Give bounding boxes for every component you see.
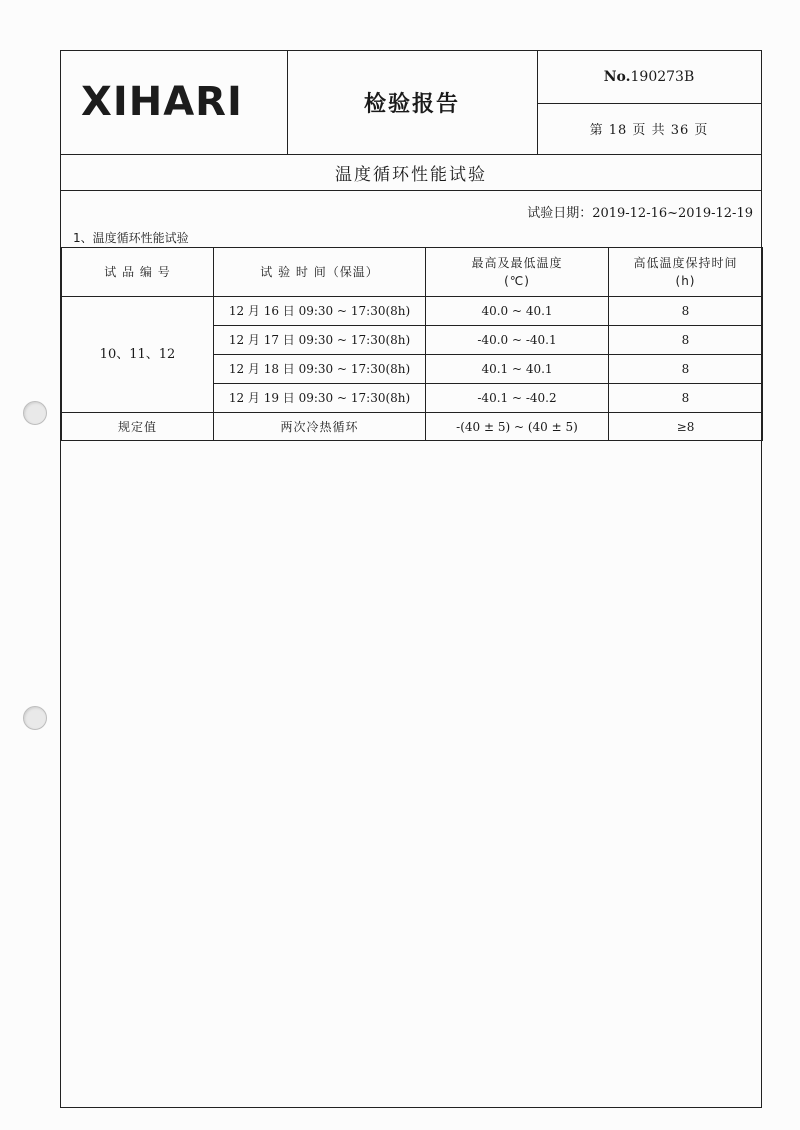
report-frame [60,50,762,1108]
spec-temp: -(40 ± 5) ~ (40 ± 5) [426,413,609,441]
table-header-row [62,248,763,297]
page-info: 第 18 页 共 36 页 [589,123,709,138]
row-hold: 8 [609,355,763,384]
table-row [62,297,763,326]
spec-hold: ≥8 [609,413,763,441]
header-temp-label: 最高及最低温度 [471,256,563,270]
row-time: 12 月 16 日 09:30 ~ 17:30(8h) [214,297,426,326]
report-number-prefix: No. [603,69,631,85]
test-date: 试验日期：2019-12-16~2019-12-19 [527,206,753,221]
row-temp: -40.1 ~ -40.2 [426,384,609,413]
report-number [537,51,761,104]
row-temp: 40.1 ~ 40.1 [426,355,609,384]
spec-time: 两次冷热循环 [214,413,426,441]
spec-label: 规定值 [62,413,214,441]
section-title: 温度循环性能试验 [61,154,761,191]
report-title: 检验报告 [287,51,538,154]
row-time: 12 月 18 日 09:30 ~ 17:30(8h) [214,355,426,384]
punch-hole-top [23,401,47,425]
row-temp: 40.0 ~ 40.1 [426,297,609,326]
header-temp [426,248,609,297]
report-header [61,51,761,155]
company-logo: XIHARI [81,79,243,125]
row-time: 12 月 19 日 09:30 ~ 17:30(8h) [214,384,426,413]
row-hold: 8 [609,326,763,355]
header-time: 试 验 时 间（保温） [214,248,426,297]
row-hold: 8 [609,297,763,326]
header-sample: 试 品 编 号 [62,248,214,297]
report-number-value: 190273B [630,69,695,85]
sample-ids: 10、11、12 [62,297,214,413]
header-hold-unit: (h) [675,274,696,288]
header-temp-unit: (℃) [504,274,530,288]
subtitle: 1、温度循环性能试验 [73,231,189,245]
header-hold [609,248,763,297]
punch-hole-bottom [23,706,47,730]
row-time: 12 月 17 日 09:30 ~ 17:30(8h) [214,326,426,355]
spec-row [62,413,763,441]
row-temp: -40.0 ~ -40.1 [426,326,609,355]
row-hold: 8 [609,384,763,413]
header-hold-label: 高低温度保持时间 [633,256,738,270]
results-table [61,247,763,441]
logo-cell [61,51,288,154]
